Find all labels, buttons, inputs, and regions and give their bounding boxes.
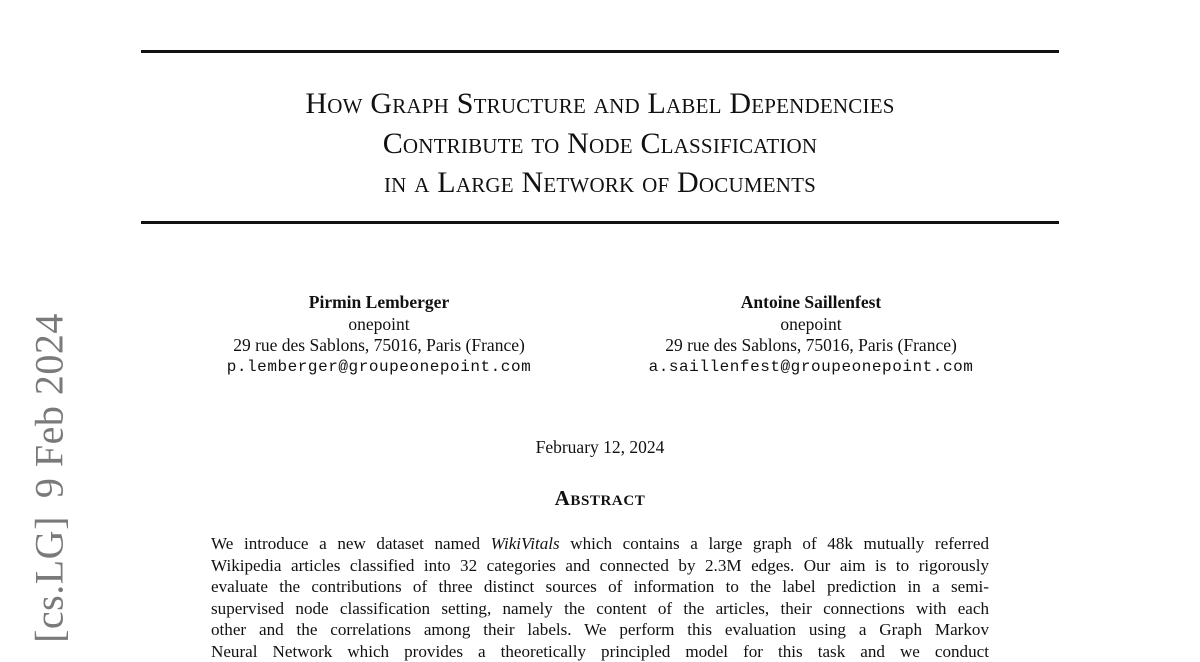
author-email[interactable]: p.lemberger@groupeonepoint.com xyxy=(177,357,581,379)
author-name: Antoine Saillenfest xyxy=(609,292,1013,314)
author-affiliation: onepoint xyxy=(609,314,1013,336)
author-address: 29 rue des Sablons, 75016, Paris (France) xyxy=(177,335,581,357)
abstract-text: We introduce a new dataset named xyxy=(211,534,491,553)
abstract-line: other and the correlations among their labels. We perform this evaluation using a Graph Markov xyxy=(211,619,989,641)
title-line: How Graph Structure and Label Dependencies xyxy=(141,84,1059,124)
abstract-heading: Abstract xyxy=(141,486,1059,511)
abstract-text: which contains a large graph of 48k mutually referred xyxy=(560,534,989,553)
title-top-rule xyxy=(141,50,1059,53)
author-block-2 xyxy=(609,292,1013,378)
author-name: Pirmin Lemberger xyxy=(177,292,581,314)
author-email[interactable]: a.saillenfest@groupeonepoint.com xyxy=(609,357,1013,379)
arxiv-date: 9 Feb 2024 xyxy=(27,313,72,498)
abstract-line: Wikipedia articles classified into 32 categories and connected by 2.3M edges. Our aim is to rigorously xyxy=(211,555,989,577)
title-line: Contribute to Node Classification xyxy=(141,124,1059,164)
abstract-body xyxy=(211,533,989,662)
abstract-line: supervised node classification setting, namely the content of the articles, their connections with each xyxy=(211,598,989,620)
author-address: 29 rue des Sablons, 75016, Paris (France) xyxy=(609,335,1013,357)
author-affiliation: onepoint xyxy=(177,314,581,336)
title-line: in a Large Network of Documents xyxy=(141,163,1059,203)
dataset-name: WikiVitals xyxy=(491,534,560,553)
author-block-1 xyxy=(177,292,581,378)
title-bottom-rule xyxy=(141,221,1059,224)
paper-title xyxy=(141,84,1059,203)
arxiv-side-stamp xyxy=(26,313,73,643)
abstract-line xyxy=(211,533,989,555)
arxiv-category: [cs.LG] xyxy=(27,516,72,643)
paper-date: February 12, 2024 xyxy=(141,437,1059,458)
abstract-line: evaluate the contributions of three distinct sources of information to the label prediction in a semi- xyxy=(211,576,989,598)
abstract-line: Neural Network which provides a theoretically principled model for this task and we conduct xyxy=(211,641,989,662)
